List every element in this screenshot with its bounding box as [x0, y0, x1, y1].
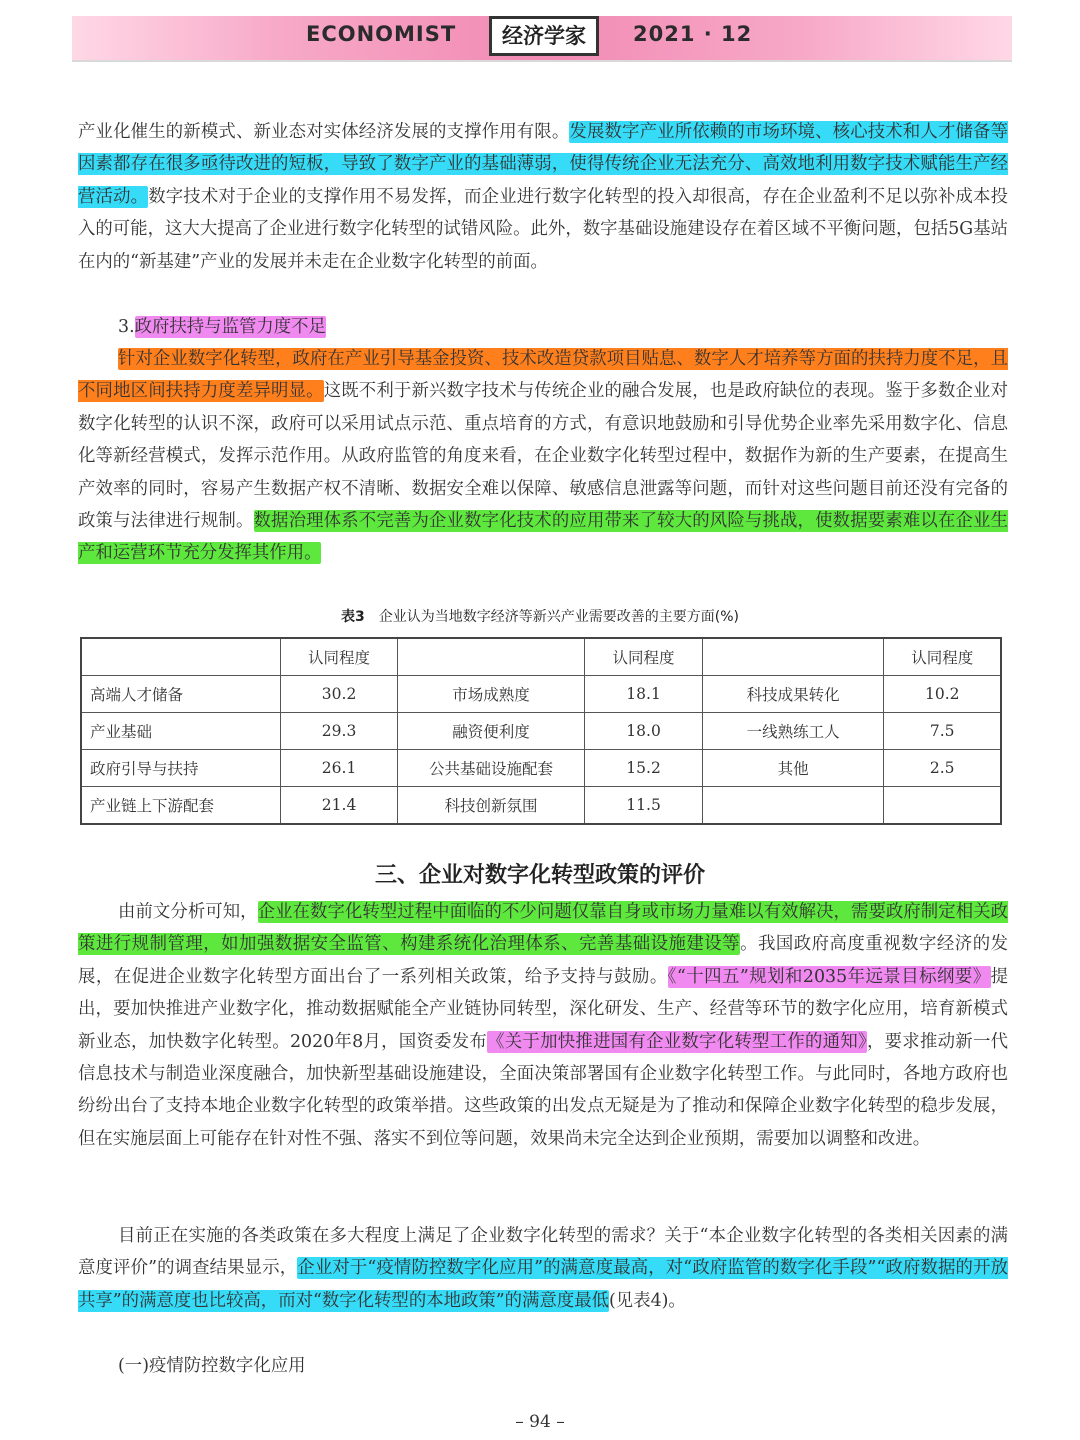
paragraph-text: 提出，要加快推进产业数字化，推动数据赋能全产业链协同转型，深化研发、生产、经营等环节的数字化应用，培育新模式新业态，加快数字化转型。2020年8月，国资委发布: [78, 966, 1008, 1052]
table-cell: 政府引导与扶持: [81, 750, 281, 787]
table-cell: 30.2: [281, 676, 397, 713]
header-rule: [72, 60, 1012, 62]
highlight-pink: 《关于加快推进国有企业数字化转型工作的通知》: [487, 1031, 867, 1052]
paragraph-text: (见表4)。: [609, 1290, 686, 1311]
highlight-blue: 企业对于“疫情防控数字化应用”的满意度最高，对“政府监管的数字化手段”“政府数据的开放共享”的满意度也比较高，而对“数字化转型的本地政策”的满意度最低: [78, 1258, 1008, 1311]
table-cell: 29.3: [281, 713, 397, 750]
table-header-cell: 认同程度: [585, 638, 702, 676]
paragraph-text: ，要求推动新一代信息技术与制造业深度融合，加快新型基础设施建设，全面决策部署国有企业数字化转型工作。与此同时，各地方政府也纷纷出台了支持本地企业数字化转型的政策举措。这些政策的出发点无疑是为了推动和保障企业数字化转型的稳步发展，但在实施层面上可能存在针对性不强、落实不到位等问题，效果尚未完全达到企业预期，需要加以调整和改进。: [78, 1031, 1008, 1149]
highlight-blue: 发展数字产业所依赖的市场环境、核心技术和人才储备等因素都存在很多亟待改进的短板，导致了数字产业的基础薄弱，使得传统企业无法充分、高效地利用数字技术赋能生产经营活动。: [78, 122, 1008, 207]
table-cell: 10.2: [884, 676, 1001, 713]
table-cell: 21.4: [281, 787, 397, 825]
table-cell: 11.5: [585, 787, 702, 825]
paragraph-4: [78, 1220, 1008, 1317]
table-header-cell: 认同程度: [281, 638, 397, 676]
table-cell: 产业基础: [81, 713, 281, 750]
paragraph-1: [78, 116, 1008, 278]
journal-name-cn: 经济学家: [489, 16, 599, 56]
table-cell: 18.1: [585, 676, 702, 713]
table-cell: 融资便利度: [397, 713, 585, 750]
journal-name-en: ECONOMIST: [306, 22, 457, 46]
table-cell: 一线熟练工人: [702, 713, 884, 750]
paragraph-text: 产业化催生的新模式、新业态对实体经济发展的支撑作用有限。: [78, 122, 570, 142]
table-cell: [884, 787, 1001, 825]
table-cell: 公共基础设施配套: [397, 750, 585, 787]
table-number: 表3: [341, 609, 365, 625]
section-title: 三、企业对数字化转型政策的评价: [374, 863, 705, 888]
table-header-cell: [81, 638, 281, 676]
table-cell: 高端人才储备: [81, 676, 281, 713]
highlight-pink: 《“十四五”规划和2035年远景目标纲要》: [667, 966, 991, 987]
table-cell: 产业链上下游配套: [81, 787, 281, 825]
issue-date: 2021 · 12: [633, 22, 753, 46]
table-header-cell: 认同程度: [884, 638, 1001, 676]
highlight-green: 企业在数字化转型过程中面临的不少问题仅靠自身或市场力量难以有效解决，需要政府制定相关政策进行规制管理，如加强数据安全监管、构建系统化治理体系、完善基础设施建设等: [78, 902, 1008, 955]
table-cell: [702, 787, 884, 825]
table-header-cell: [397, 638, 585, 676]
highlight-orange: 针对企业数字化转型，政府在产业引导基金投资、技术改造贷款项目贴息、数字人才培养等方面的扶持力度不足，且不同地区间扶持力度差异明显。: [78, 349, 1008, 402]
paragraph-3: [78, 896, 1008, 1155]
table-cell: 15.2: [585, 750, 702, 787]
highlight-green: 数据治理体系不完善为企业数字化技术的应用带来了较大的风险与挑战，使数据要素难以在企业生产和运营环节充分发挥其作用。: [78, 511, 1008, 564]
table-cell: 科技成果转化: [702, 676, 884, 713]
journal-header: [0, 0, 1080, 72]
paragraph-text: 由前文分析可知，: [118, 902, 258, 922]
table-caption: [0, 606, 1080, 626]
table-cell: 其他: [702, 750, 884, 787]
table-header-row: [81, 638, 1001, 676]
table-title: 企业认为当地数字经济等新兴产业需要改善的主要方面(%): [378, 609, 739, 625]
table-cell: 科技创新氛围: [397, 787, 585, 825]
heading-number: 3.: [118, 317, 135, 337]
table-row: [81, 713, 1001, 750]
table-cell: 18.0: [585, 713, 702, 750]
page-number: – 94 –: [515, 1412, 565, 1432]
paragraph-text: 数字技术对于企业的支撑作用不易发挥，而企业进行数字化转型的投入却很高，存在企业盈利不足以弥补成本投入的可能，这大大提高了企业进行数字化转型的试错风险。此外，数字基础设施建设存在着区域不平衡问题，包括5G基站在内的“新基建”产业的发展并未走在企业数字化转型的前面。: [78, 186, 1008, 272]
paragraph-text: 目前正在实施的各类政策在多大程度上满足了企业数字化转型的需求？关于“本企业数字化转型的各类相关因素的满意度评价”的调查结果显示，: [78, 1226, 1008, 1279]
table-cell: 市场成熟度: [397, 676, 585, 713]
table-row: [81, 676, 1001, 713]
data-table: [80, 637, 1002, 825]
highlight-pink: 政府扶持与监管力度不足: [134, 317, 326, 337]
paragraph-text: 。我国政府高度重视数字经济的发展，在促进企业数字化转型方面出台了一系列相关政策，给予支持与鼓励。: [78, 934, 1008, 987]
table-cell: 26.1: [281, 750, 397, 787]
table-header-cell: [702, 638, 884, 676]
paragraph-2: [78, 343, 1008, 570]
subsection-heading-1: (一)疫情防控数字化应用: [118, 1356, 306, 1376]
table-row: [81, 750, 1001, 787]
table-cell: 7.5: [884, 713, 1001, 750]
table-row: [81, 787, 1001, 825]
table-cell: 2.5: [884, 750, 1001, 787]
subsection-heading-3: [78, 311, 1008, 343]
paragraph-text: 这既不利于新兴数字技术与传统企业的融合发展，也是政府缺位的表现。鉴于多数企业对数字化转型的认识不深，政府可以采用试点示范、重点培育的方式，有意识地鼓励和引导优势企业率先采用数字化、信息化等新经营模式，发挥示范作用。从政府监管的角度来看，在企业数字化转型过程中，数据作为新的生产要素，在提高生产效率的同时，容易产生数据产权不清晰、数据安全难以保障、敏感信息泄露等问题，而针对这些问题目前还没有完备的政策与法律进行规制。: [78, 381, 1008, 532]
